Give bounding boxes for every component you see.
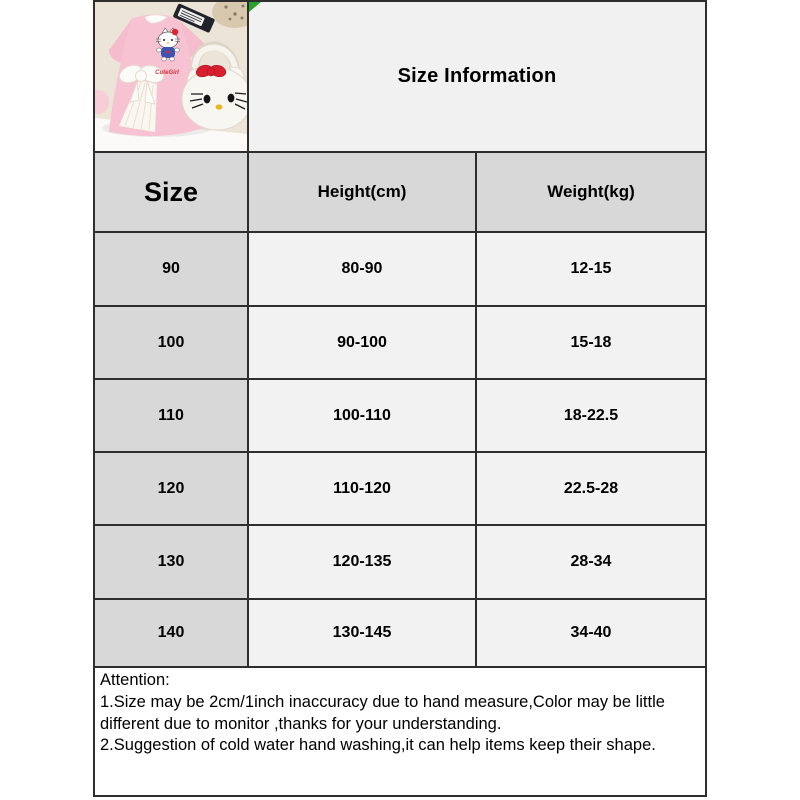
row-height: 120-135 xyxy=(249,526,475,598)
column-header-size: Size xyxy=(95,153,247,231)
row-size: 100 xyxy=(95,307,247,378)
row-weight: 28-34 xyxy=(477,526,705,598)
attention-note: 2.Suggestion of cold water hand washing,it can help items keep their shape. xyxy=(100,736,656,755)
column-header-weight: Weight(kg) xyxy=(477,153,705,231)
row-height: 90-100 xyxy=(249,307,475,378)
attention-title: Attention: xyxy=(100,671,170,689)
banner-title: Size Information xyxy=(397,65,557,87)
row-size: 130 xyxy=(95,526,247,598)
row-size: 120 xyxy=(95,453,247,524)
size-chart-card xyxy=(93,0,707,797)
attention-box xyxy=(95,668,705,795)
row-height: 130-145 xyxy=(249,600,475,666)
product-photo-graphic xyxy=(95,2,247,151)
row-weight: 34-40 xyxy=(477,600,705,666)
green-corner-marker-icon xyxy=(249,2,261,12)
row-weight: 22.5-28 xyxy=(477,453,705,524)
row-size: 140 xyxy=(95,600,247,666)
size-information-banner xyxy=(249,2,705,151)
row-size: 110 xyxy=(95,380,247,451)
print-text: CuteGirl xyxy=(155,70,179,76)
row-height: 80-90 xyxy=(249,233,475,305)
column-header-height: Height(cm) xyxy=(249,153,475,231)
row-size: 90 xyxy=(95,233,247,305)
row-height: 110-120 xyxy=(249,453,475,524)
row-weight: 15-18 xyxy=(477,307,705,378)
row-weight: 12-15 xyxy=(477,233,705,305)
attention-note: 1.Size may be 2cm/1inch inaccuracy due to hand measure,Color may be little different due to monitor ,thanks for your understanding. xyxy=(100,692,665,733)
row-weight: 18-22.5 xyxy=(477,380,705,451)
row-height: 100-110 xyxy=(249,380,475,451)
product-photo xyxy=(95,2,247,151)
